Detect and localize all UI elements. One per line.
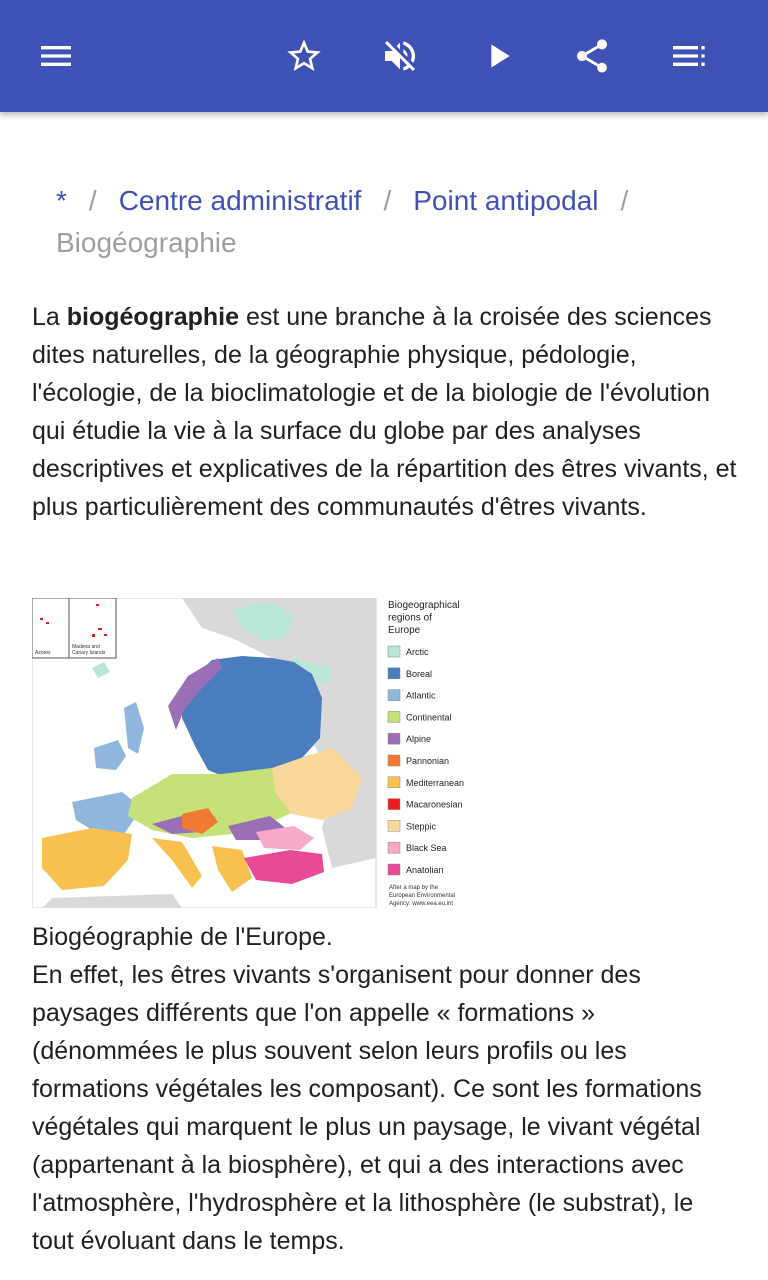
body-paragraph: En effet, les êtres vivants s'organisent pour donner des paysages différents que l'on appelle « formations » (dénommées le plus souvent selon leurs profils ou les formations végétales les composant). Ce sont les formations végétales qui marquent le plus un paysage, le vivant végétal (appartenant à la biosphère), et qui a des interactions avec l'atmosphère, l'hydrosphère et la lithosphère (le substrat), le tout évoluant dans le temps. [32, 961, 702, 1255]
legend-note-line-1: After a map by the [389, 885, 439, 891]
inset-label-madeira: Madeira and [72, 644, 100, 650]
legend-swatch [388, 842, 400, 853]
inset-label-azores: Azores [35, 650, 51, 656]
app-bar [0, 0, 768, 112]
legend-label: Continental [406, 712, 452, 723]
breadcrumb-separator: / [88, 185, 97, 216]
intro-post: est une branche à la croisée des sciences dites naturelles, de la géographie physique, pédologie, l'écologie, de la bioclimatologie et de la biologie de l'évolution qui étudie la vie à la surface du globe par des analyses descriptives et explicatives de la répartition des êtres vivants, et plus particulièrement des communautés d'êtres vivants. [32, 303, 737, 521]
legend-label: Pannonian [406, 756, 450, 766]
map-image [32, 598, 472, 908]
star-outline-icon[interactable] [276, 28, 332, 84]
list-icon[interactable] [660, 28, 716, 84]
map-legend [388, 646, 464, 875]
volume-off-icon[interactable] [372, 28, 428, 84]
legend-title-line-1: Biogeographical [388, 600, 460, 611]
intro-pre: La [32, 303, 67, 331]
legend-note-line-3: Agency: www.eea.eu.int [389, 901, 454, 907]
legend-swatch [388, 864, 400, 875]
intro-paragraph [32, 298, 738, 526]
legend-label: Atlantic [406, 690, 436, 701]
breadcrumb-current: Biogéographie [56, 227, 237, 258]
legend-swatch [388, 711, 400, 722]
legend-swatch [388, 668, 400, 679]
legend-title-line-3: Europe [388, 625, 421, 636]
legend-label: Steppic [406, 821, 437, 832]
legend-note-line-2: European Environmental [389, 893, 456, 899]
legend-swatch [388, 733, 400, 744]
legend-label: Mediterranean [406, 777, 465, 788]
legend-label: Black Sea [406, 843, 447, 854]
share-icon[interactable] [564, 28, 620, 84]
legend-swatch [388, 820, 400, 831]
legend-swatch [388, 755, 400, 766]
legend-label: Macaronesian [406, 799, 463, 810]
term-biogeographie: biogéographie [66, 303, 239, 331]
hamburger-menu-icon[interactable] [28, 28, 84, 84]
europe-biogeography-map[interactable] [32, 598, 472, 908]
breadcrumb-item-point-antipodal[interactable]: Point antipodal [413, 185, 599, 216]
play-icon[interactable] [470, 28, 526, 84]
legend-label: Boreal [406, 668, 433, 679]
figure-caption: Biogéographie de l'Europe. [32, 923, 333, 951]
legend-label: Anatolian [406, 865, 444, 875]
legend-swatch [388, 646, 400, 657]
legend-swatch [388, 690, 400, 701]
legend-swatch [388, 799, 400, 810]
breadcrumb [56, 180, 736, 264]
breadcrumb-separator: / [383, 185, 392, 216]
breadcrumb-item-home[interactable]: * [56, 185, 67, 216]
inset-label-canary: Canary Islands [72, 650, 106, 656]
breadcrumb-item-centre-administratif[interactable]: Centre administratif [118, 185, 362, 216]
legend-swatch [388, 777, 400, 788]
breadcrumb-separator: / [620, 185, 629, 216]
legend-label: Alpine [406, 734, 432, 745]
legend-title-line-2: regions of [388, 612, 432, 624]
legend-label: Arctic [406, 647, 429, 657]
